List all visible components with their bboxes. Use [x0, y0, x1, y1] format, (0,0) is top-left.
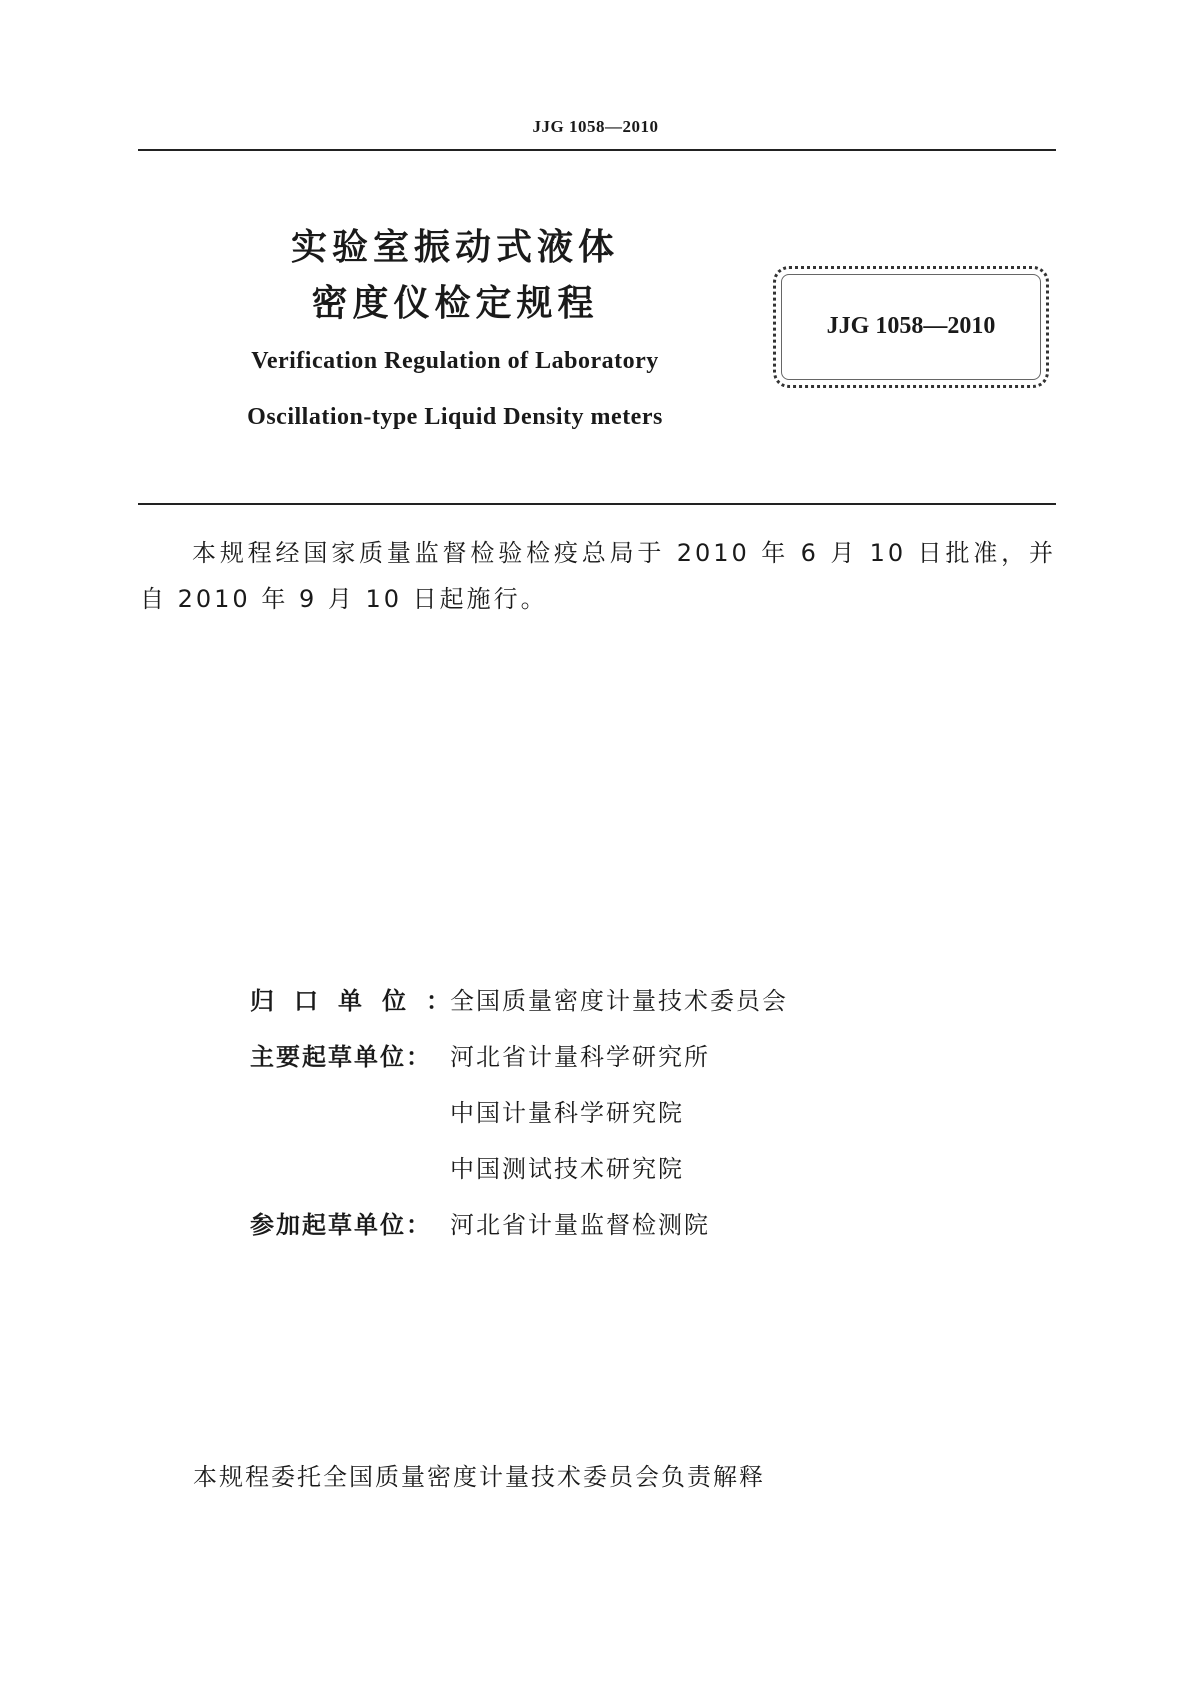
standard-code-box-text: JJG 1058—2010	[826, 313, 996, 339]
responsible-unit-label: 归口单位：	[250, 987, 470, 1015]
main-drafting-unit-row	[250, 1034, 950, 1090]
title-divider	[138, 503, 1056, 505]
standard-code-box	[773, 266, 1049, 388]
header-standard-code: JJG 1058—2010	[532, 117, 659, 136]
approval-statement: 本规程经国家质量监督检验检疫总局于 2010 年 6 月 10 日批准，并自 2010 年 9 月 10 日起施行。	[140, 539, 1056, 613]
responsible-unit-value: 全国质量密度计量技术委员会	[450, 987, 788, 1015]
responsible-unit-row	[250, 978, 950, 1034]
main-drafting-unit-value: 中国测试技术研究院	[450, 1155, 684, 1183]
title-english-line-1: Verification Regulation of Laboratory	[251, 348, 659, 374]
title-chinese-line-2: 密度仪检定规程	[311, 283, 599, 324]
main-drafting-unit-label: 主要起草单位：	[250, 1043, 432, 1071]
interpretation-note: 本规程委托全国质量密度计量技术委员会负责解释	[193, 1463, 765, 1491]
main-drafting-unit-value: 河北省计量科学研究所	[450, 1043, 710, 1071]
main-drafting-unit-row	[250, 1090, 950, 1146]
participating-unit-row	[250, 1202, 950, 1258]
title-english-line-2: Oscillation-type Liquid Density meters	[247, 404, 663, 430]
drafting-units	[250, 978, 950, 1258]
main-drafting-unit-value: 中国计量科学研究院	[450, 1099, 684, 1127]
title-chinese-line-1: 实验室振动式液体	[290, 227, 619, 268]
main-drafting-unit-row	[250, 1146, 950, 1202]
participating-unit-label: 参加起草单位：	[250, 1211, 432, 1239]
participating-unit-value: 河北省计量监督检测院	[450, 1211, 710, 1239]
header-divider	[138, 149, 1056, 151]
